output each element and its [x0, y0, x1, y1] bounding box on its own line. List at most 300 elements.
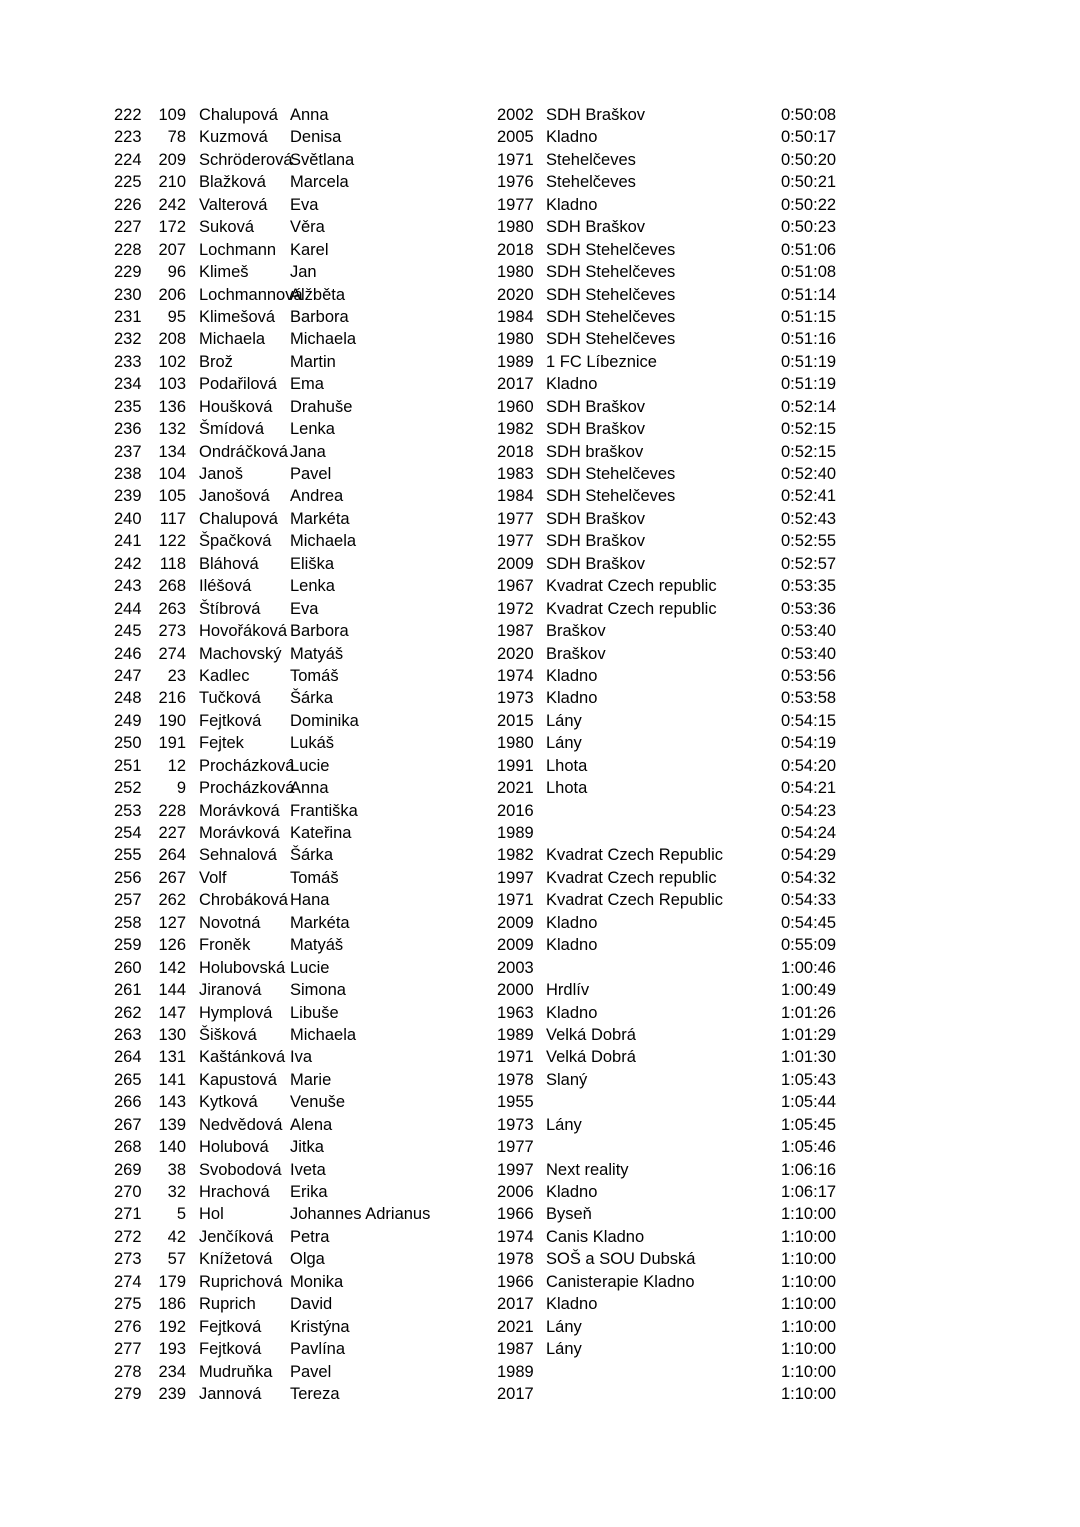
place-cell: 238	[114, 465, 142, 483]
table-row	[0, 194, 1080, 216]
table-row	[0, 239, 1080, 261]
first-name-cell: Martin	[290, 352, 336, 371]
club-cell: SDH Braškov	[546, 397, 646, 416]
surname-cell: Procházková	[199, 779, 295, 798]
birth-year-cell: 1977	[497, 1138, 534, 1157]
birth-year-cell: 1955	[497, 1093, 534, 1112]
club-cell: Lány	[546, 734, 582, 753]
club-cell: Stehelčeves	[546, 173, 636, 192]
finish-time-cell: 1:10:00	[781, 1227, 837, 1246]
club-cell: Kladno	[546, 195, 598, 214]
surname-cell: Šmídová	[199, 420, 265, 439]
place-cell: 233	[114, 352, 142, 371]
birth-year-cell: 1978	[497, 1250, 534, 1269]
birth-year-cell: 1977	[497, 532, 534, 551]
bib-number-cell: 32	[167, 1183, 186, 1201]
place-cell: 237	[114, 442, 142, 461]
first-name-cell: Kristýna	[290, 1317, 350, 1336]
bib-number-cell: 122	[158, 532, 186, 551]
surname-cell: Kapustová	[199, 1070, 277, 1089]
table-row	[0, 777, 1080, 799]
table-row	[0, 485, 1080, 507]
birth-year-cell: 1978	[497, 1070, 534, 1089]
birth-year-cell: 1984	[497, 307, 534, 326]
table-row	[0, 1024, 1080, 1046]
surname-cell: Iléšová	[199, 577, 252, 596]
table-row	[0, 979, 1080, 1001]
finish-time-cell: 0:54:33	[781, 891, 837, 910]
bib-number-cell: 228	[158, 801, 186, 820]
place-cell: 228	[114, 240, 142, 259]
surname-cell: Chalupová	[199, 106, 278, 124]
surname-cell: Ruprichová	[199, 1272, 283, 1291]
birth-year-cell: 1984	[497, 487, 534, 506]
club-cell: Braškov	[546, 622, 606, 641]
birth-year-cell: 2009	[497, 936, 534, 955]
birth-year-cell: 1963	[497, 1003, 534, 1022]
birth-year-cell: 1991	[497, 756, 534, 775]
bib-number-cell: 136	[158, 397, 186, 416]
table-row	[0, 418, 1080, 440]
finish-time-cell: 0:54:45	[781, 913, 837, 932]
table-row	[0, 284, 1080, 306]
surname-cell: Svobodová	[199, 1160, 282, 1179]
surname-cell: Kuzmová	[199, 128, 268, 147]
bib-number-cell: 139	[158, 1115, 186, 1134]
table-row	[0, 867, 1080, 889]
first-name-cell: Simona	[290, 981, 346, 1000]
place-cell: 246	[114, 644, 142, 663]
finish-time-cell: 0:54:23	[781, 801, 837, 820]
first-name-cell: Hana	[290, 891, 330, 910]
table-row	[0, 1181, 1080, 1203]
first-name-cell: Šárka	[290, 689, 334, 708]
first-name-cell: David	[290, 1295, 333, 1314]
birth-year-cell: 2003	[497, 958, 534, 977]
table-row	[0, 1091, 1080, 1113]
club-cell: Lány	[546, 711, 582, 730]
table-row	[0, 1136, 1080, 1158]
surname-cell: Holubová	[199, 1138, 269, 1157]
finish-time-cell: 1:10:00	[781, 1362, 837, 1381]
bib-number-cell: 179	[158, 1272, 186, 1291]
first-name-cell: Denisa	[290, 128, 342, 147]
club-cell: SDH Stehelčeves	[546, 263, 676, 282]
finish-time-cell: 0:52:55	[781, 532, 837, 551]
bib-number-cell: 207	[158, 240, 186, 259]
table-row	[0, 216, 1080, 238]
table-row	[0, 1271, 1080, 1293]
surname-cell: Hol	[199, 1205, 224, 1224]
finish-time-cell: 1:05:44	[781, 1093, 837, 1112]
surname-cell: Hovořáková	[199, 622, 288, 641]
first-name-cell: Eva	[290, 599, 319, 618]
surname-cell: Fejtková	[199, 1340, 262, 1359]
birth-year-cell: 1974	[497, 1227, 534, 1246]
place-cell: 235	[114, 397, 142, 416]
first-name-cell: Kateřina	[290, 824, 352, 842]
bib-number-cell: 134	[158, 442, 186, 461]
place-cell: 279	[114, 1384, 142, 1403]
table-row	[0, 575, 1080, 597]
place-cell: 277	[114, 1340, 142, 1359]
bib-number-cell: 9	[176, 779, 186, 798]
place-cell: 236	[114, 420, 142, 439]
place-cell: 259	[114, 936, 142, 955]
place-cell: 270	[114, 1183, 142, 1201]
surname-cell: Klimešová	[199, 307, 276, 326]
bib-number-cell: 102	[158, 352, 186, 371]
table-row	[0, 934, 1080, 956]
finish-time-cell: 0:52:40	[781, 465, 837, 483]
club-cell: Kvadrat Czech republic	[546, 577, 717, 596]
birth-year-cell: 1967	[497, 577, 534, 596]
surname-cell: Hrachová	[199, 1183, 270, 1201]
first-name-cell: Lenka	[290, 577, 335, 596]
place-cell: 227	[114, 218, 142, 237]
surname-cell: Machovský	[199, 644, 282, 663]
birth-year-cell: 2015	[497, 711, 534, 730]
finish-time-cell: 0:54:20	[781, 756, 837, 775]
first-name-cell: Tomáš	[290, 868, 339, 887]
first-name-cell: Andrea	[290, 487, 344, 506]
birth-year-cell: 2005	[497, 128, 534, 147]
bib-number-cell: 186	[158, 1295, 186, 1314]
bib-number-cell: 104	[158, 465, 186, 483]
finish-time-cell: 0:54:21	[781, 779, 837, 798]
first-name-cell: Anna	[290, 779, 329, 798]
club-cell: SDH Braškov	[546, 509, 646, 528]
surname-cell: Procházková	[199, 756, 295, 775]
birth-year-cell: 1989	[497, 1362, 534, 1381]
finish-time-cell: 1:10:00	[781, 1317, 837, 1336]
first-name-cell: Eliška	[290, 554, 335, 573]
place-cell: 272	[114, 1227, 142, 1246]
club-cell: Byseň	[546, 1205, 592, 1224]
surname-cell: Morávková	[199, 824, 280, 842]
place-cell: 273	[114, 1250, 142, 1269]
surname-cell: Knížetová	[199, 1250, 273, 1269]
bib-number-cell: 126	[158, 936, 186, 955]
first-name-cell: Světlana	[290, 150, 355, 169]
birth-year-cell: 1997	[497, 1160, 534, 1179]
surname-cell: Ondráčková	[199, 442, 288, 461]
first-name-cell: Jan	[290, 263, 317, 282]
club-cell: Stehelčeves	[546, 150, 636, 169]
place-cell: 248	[114, 689, 142, 708]
birth-year-cell: 1997	[497, 868, 534, 887]
birth-year-cell: 1971	[497, 891, 534, 910]
first-name-cell: Věra	[290, 218, 325, 237]
first-name-cell: Barbora	[290, 622, 349, 641]
table-row	[0, 328, 1080, 350]
finish-time-cell: 1:06:16	[781, 1160, 837, 1179]
finish-time-cell: 0:54:32	[781, 868, 837, 887]
first-name-cell: Tereza	[290, 1384, 340, 1403]
surname-cell: Jiranová	[199, 981, 262, 1000]
finish-time-cell: 0:53:40	[781, 644, 837, 663]
table-row	[0, 373, 1080, 395]
first-name-cell: Michaela	[290, 330, 357, 349]
surname-cell: Fejtková	[199, 711, 262, 730]
bib-number-cell: 191	[158, 734, 186, 753]
surname-cell: Chalupová	[199, 509, 278, 528]
finish-time-cell: 0:53:35	[781, 577, 837, 596]
surname-cell: Sehnalová	[199, 846, 277, 865]
finish-time-cell: 1:05:45	[781, 1115, 837, 1134]
bib-number-cell: 23	[167, 666, 186, 685]
bib-number-cell: 262	[158, 891, 186, 910]
birth-year-cell: 1960	[497, 397, 534, 416]
club-cell: Lhota	[546, 779, 588, 798]
table-row	[0, 1316, 1080, 1338]
table-row	[0, 126, 1080, 148]
first-name-cell: Michaela	[290, 532, 357, 551]
surname-cell: Schröderová	[199, 150, 293, 169]
bib-number-cell: 263	[158, 599, 186, 618]
place-cell: 271	[114, 1205, 142, 1224]
club-cell: Velká Dobrá	[546, 1025, 636, 1044]
finish-time-cell: 0:55:09	[781, 936, 837, 955]
finish-time-cell: 0:50:20	[781, 150, 837, 169]
surname-cell: Valterová	[199, 195, 268, 214]
first-name-cell: Barbora	[290, 307, 349, 326]
first-name-cell: Markéta	[290, 913, 350, 932]
place-cell: 258	[114, 913, 142, 932]
place-cell: 231	[114, 307, 142, 326]
birth-year-cell: 1982	[497, 420, 534, 439]
surname-cell: Nedvědová	[199, 1115, 283, 1134]
first-name-cell: Pavlína	[290, 1340, 346, 1359]
bib-number-cell: 57	[167, 1250, 186, 1269]
bib-number-cell: 130	[158, 1025, 186, 1044]
finish-time-cell: 1:00:49	[781, 981, 837, 1000]
surname-cell: Šišková	[199, 1025, 257, 1044]
bib-number-cell: 208	[158, 330, 186, 349]
first-name-cell: Libuše	[290, 1003, 339, 1022]
finish-time-cell: 0:51:19	[781, 352, 837, 371]
bib-number-cell: 227	[158, 824, 186, 842]
birth-year-cell: 1989	[497, 1025, 534, 1044]
club-cell: Kladno	[546, 1295, 598, 1314]
table-row	[0, 104, 1080, 126]
first-name-cell: Petra	[290, 1227, 330, 1246]
club-cell: Kladno	[546, 375, 598, 394]
place-cell: 239	[114, 487, 142, 506]
first-name-cell: Alena	[290, 1115, 333, 1134]
surname-cell: Podařilová	[199, 375, 277, 394]
bib-number-cell: 264	[158, 846, 186, 865]
bib-number-cell: 109	[158, 106, 186, 124]
bib-number-cell: 144	[158, 981, 186, 1000]
finish-time-cell: 0:53:36	[781, 599, 837, 618]
table-row	[0, 1069, 1080, 1091]
club-cell: Canisterapie Kladno	[546, 1272, 695, 1291]
table-row	[0, 261, 1080, 283]
birth-year-cell: 2009	[497, 554, 534, 573]
first-name-cell: Iveta	[290, 1160, 326, 1179]
birth-year-cell: 2017	[497, 1295, 534, 1314]
bib-number-cell: 103	[158, 375, 186, 394]
club-cell: SDH Stehelčeves	[546, 240, 676, 259]
place-cell: 245	[114, 622, 142, 641]
finish-time-cell: 0:51:14	[781, 285, 837, 304]
table-row	[0, 1159, 1080, 1181]
surname-cell: Ruprich	[199, 1295, 256, 1314]
table-row	[0, 822, 1080, 844]
surname-cell: Hymplová	[199, 1003, 273, 1022]
birth-year-cell: 1972	[497, 599, 534, 618]
finish-time-cell: 0:52:43	[781, 509, 837, 528]
place-cell: 255	[114, 846, 142, 865]
place-cell: 267	[114, 1115, 142, 1134]
birth-year-cell: 1977	[497, 195, 534, 214]
place-cell: 252	[114, 779, 142, 798]
surname-cell: Jenčíková	[199, 1227, 274, 1246]
surname-cell: Fejtek	[199, 734, 244, 753]
first-name-cell: Venuše	[290, 1093, 346, 1112]
birth-year-cell: 1976	[497, 173, 534, 192]
table-row	[0, 553, 1080, 575]
bib-number-cell: 42	[167, 1227, 186, 1246]
birth-year-cell: 2002	[497, 106, 534, 124]
club-cell: Kvadrat Czech republic	[546, 599, 717, 618]
finish-time-cell: 0:50:23	[781, 218, 837, 237]
birth-year-cell: 1983	[497, 465, 534, 483]
bib-number-cell: 78	[167, 128, 186, 147]
finish-time-cell: 1:10:00	[781, 1272, 837, 1291]
place-cell: 274	[114, 1272, 142, 1291]
finish-time-cell: 0:50:08	[781, 106, 837, 124]
finish-time-cell: 0:53:40	[781, 622, 837, 641]
surname-cell: Mudruňka	[199, 1362, 273, 1381]
surname-cell: Brož	[199, 352, 233, 371]
table-row	[0, 643, 1080, 665]
surname-cell: Kaštánková	[199, 1048, 286, 1067]
bib-number-cell: 141	[158, 1070, 186, 1089]
club-cell: SDH Stehelčeves	[546, 307, 676, 326]
first-name-cell: Pavel	[290, 465, 332, 483]
table-row	[0, 844, 1080, 866]
birth-year-cell: 1966	[497, 1272, 534, 1291]
table-row	[0, 463, 1080, 485]
club-cell: Kladno	[546, 689, 598, 708]
surname-cell: Fejtková	[199, 1317, 262, 1336]
first-name-cell: Michaela	[290, 1025, 357, 1044]
finish-time-cell: 1:10:00	[781, 1205, 837, 1224]
bib-number-cell: 210	[158, 173, 186, 192]
club-cell: Kladno	[546, 666, 598, 685]
surname-cell: Jannová	[199, 1384, 262, 1403]
place-cell: 249	[114, 711, 142, 730]
place-cell: 260	[114, 958, 142, 977]
birth-year-cell: 2017	[497, 1384, 534, 1403]
birth-year-cell: 2009	[497, 913, 534, 932]
surname-cell: Štíbrová	[199, 599, 261, 618]
birth-year-cell: 1982	[497, 846, 534, 865]
place-cell: 264	[114, 1048, 142, 1067]
finish-time-cell: 0:51:08	[781, 263, 837, 282]
table-row	[0, 755, 1080, 777]
place-cell: 223	[114, 128, 142, 147]
club-cell: SDH Stehelčeves	[546, 330, 676, 349]
first-name-cell: Jana	[290, 442, 326, 461]
first-name-cell: Monika	[290, 1272, 344, 1291]
birth-year-cell: 2018	[497, 442, 534, 461]
place-cell: 269	[114, 1160, 142, 1179]
bib-number-cell: 131	[158, 1048, 186, 1067]
place-cell: 278	[114, 1362, 142, 1381]
surname-cell: Janošová	[199, 487, 270, 506]
first-name-cell: Olga	[290, 1250, 325, 1269]
birth-year-cell: 2020	[497, 644, 534, 663]
bib-number-cell: 132	[158, 420, 186, 439]
club-cell: SDH Braškov	[546, 554, 646, 573]
surname-cell: Kytková	[199, 1093, 258, 1112]
table-row	[0, 1002, 1080, 1024]
first-name-cell: Eva	[290, 195, 319, 214]
club-cell: SDH Stehelčeves	[546, 285, 676, 304]
first-name-cell: Marcela	[290, 173, 349, 192]
finish-time-cell: 0:53:58	[781, 689, 837, 708]
first-name-cell: Alžběta	[290, 285, 346, 304]
finish-time-cell: 1:10:00	[781, 1340, 837, 1359]
club-cell: 1 FC Líbeznice	[546, 352, 657, 371]
first-name-cell: Pavel	[290, 1362, 332, 1381]
place-cell: 232	[114, 330, 142, 349]
club-cell: Hrdlív	[546, 981, 590, 1000]
finish-time-cell: 1:10:00	[781, 1295, 837, 1314]
first-name-cell: Matyáš	[290, 936, 344, 955]
table-row	[0, 620, 1080, 642]
first-name-cell: Karel	[290, 240, 329, 259]
club-cell: SDH Braškov	[546, 106, 646, 124]
table-row	[0, 665, 1080, 687]
club-cell: Kladno	[546, 1003, 598, 1022]
first-name-cell: Markéta	[290, 509, 350, 528]
club-cell: SDH Stehelčeves	[546, 465, 676, 483]
place-cell: 276	[114, 1317, 142, 1336]
first-name-cell: Lucie	[290, 958, 330, 977]
surname-cell: Novotná	[199, 913, 261, 932]
birth-year-cell: 1973	[497, 1115, 534, 1134]
table-row	[0, 710, 1080, 732]
first-name-cell: Lenka	[290, 420, 335, 439]
birth-year-cell: 2020	[497, 285, 534, 304]
birth-year-cell: 2021	[497, 1317, 534, 1336]
first-name-cell: Tomáš	[290, 666, 339, 685]
surname-cell: Houšková	[199, 397, 273, 416]
first-name-cell: Johannes Adrianus	[290, 1205, 431, 1224]
club-cell: Kvadrat Czech republic	[546, 868, 717, 887]
first-name-cell: Marie	[290, 1070, 332, 1089]
place-cell: 224	[114, 150, 142, 169]
table-row	[0, 1338, 1080, 1360]
place-cell: 266	[114, 1093, 142, 1112]
place-cell: 261	[114, 981, 142, 1000]
table-row	[0, 800, 1080, 822]
club-cell: SDH braškov	[546, 442, 644, 461]
bib-number-cell: 192	[158, 1317, 186, 1336]
table-row	[0, 530, 1080, 552]
surname-cell: Holubovská	[199, 958, 286, 977]
place-cell: 257	[114, 891, 142, 910]
finish-time-cell: 0:52:41	[781, 487, 837, 506]
birth-year-cell: 1980	[497, 734, 534, 753]
club-cell: Canis Kladno	[546, 1227, 645, 1246]
finish-time-cell: 1:10:00	[781, 1384, 837, 1403]
table-row	[0, 889, 1080, 911]
